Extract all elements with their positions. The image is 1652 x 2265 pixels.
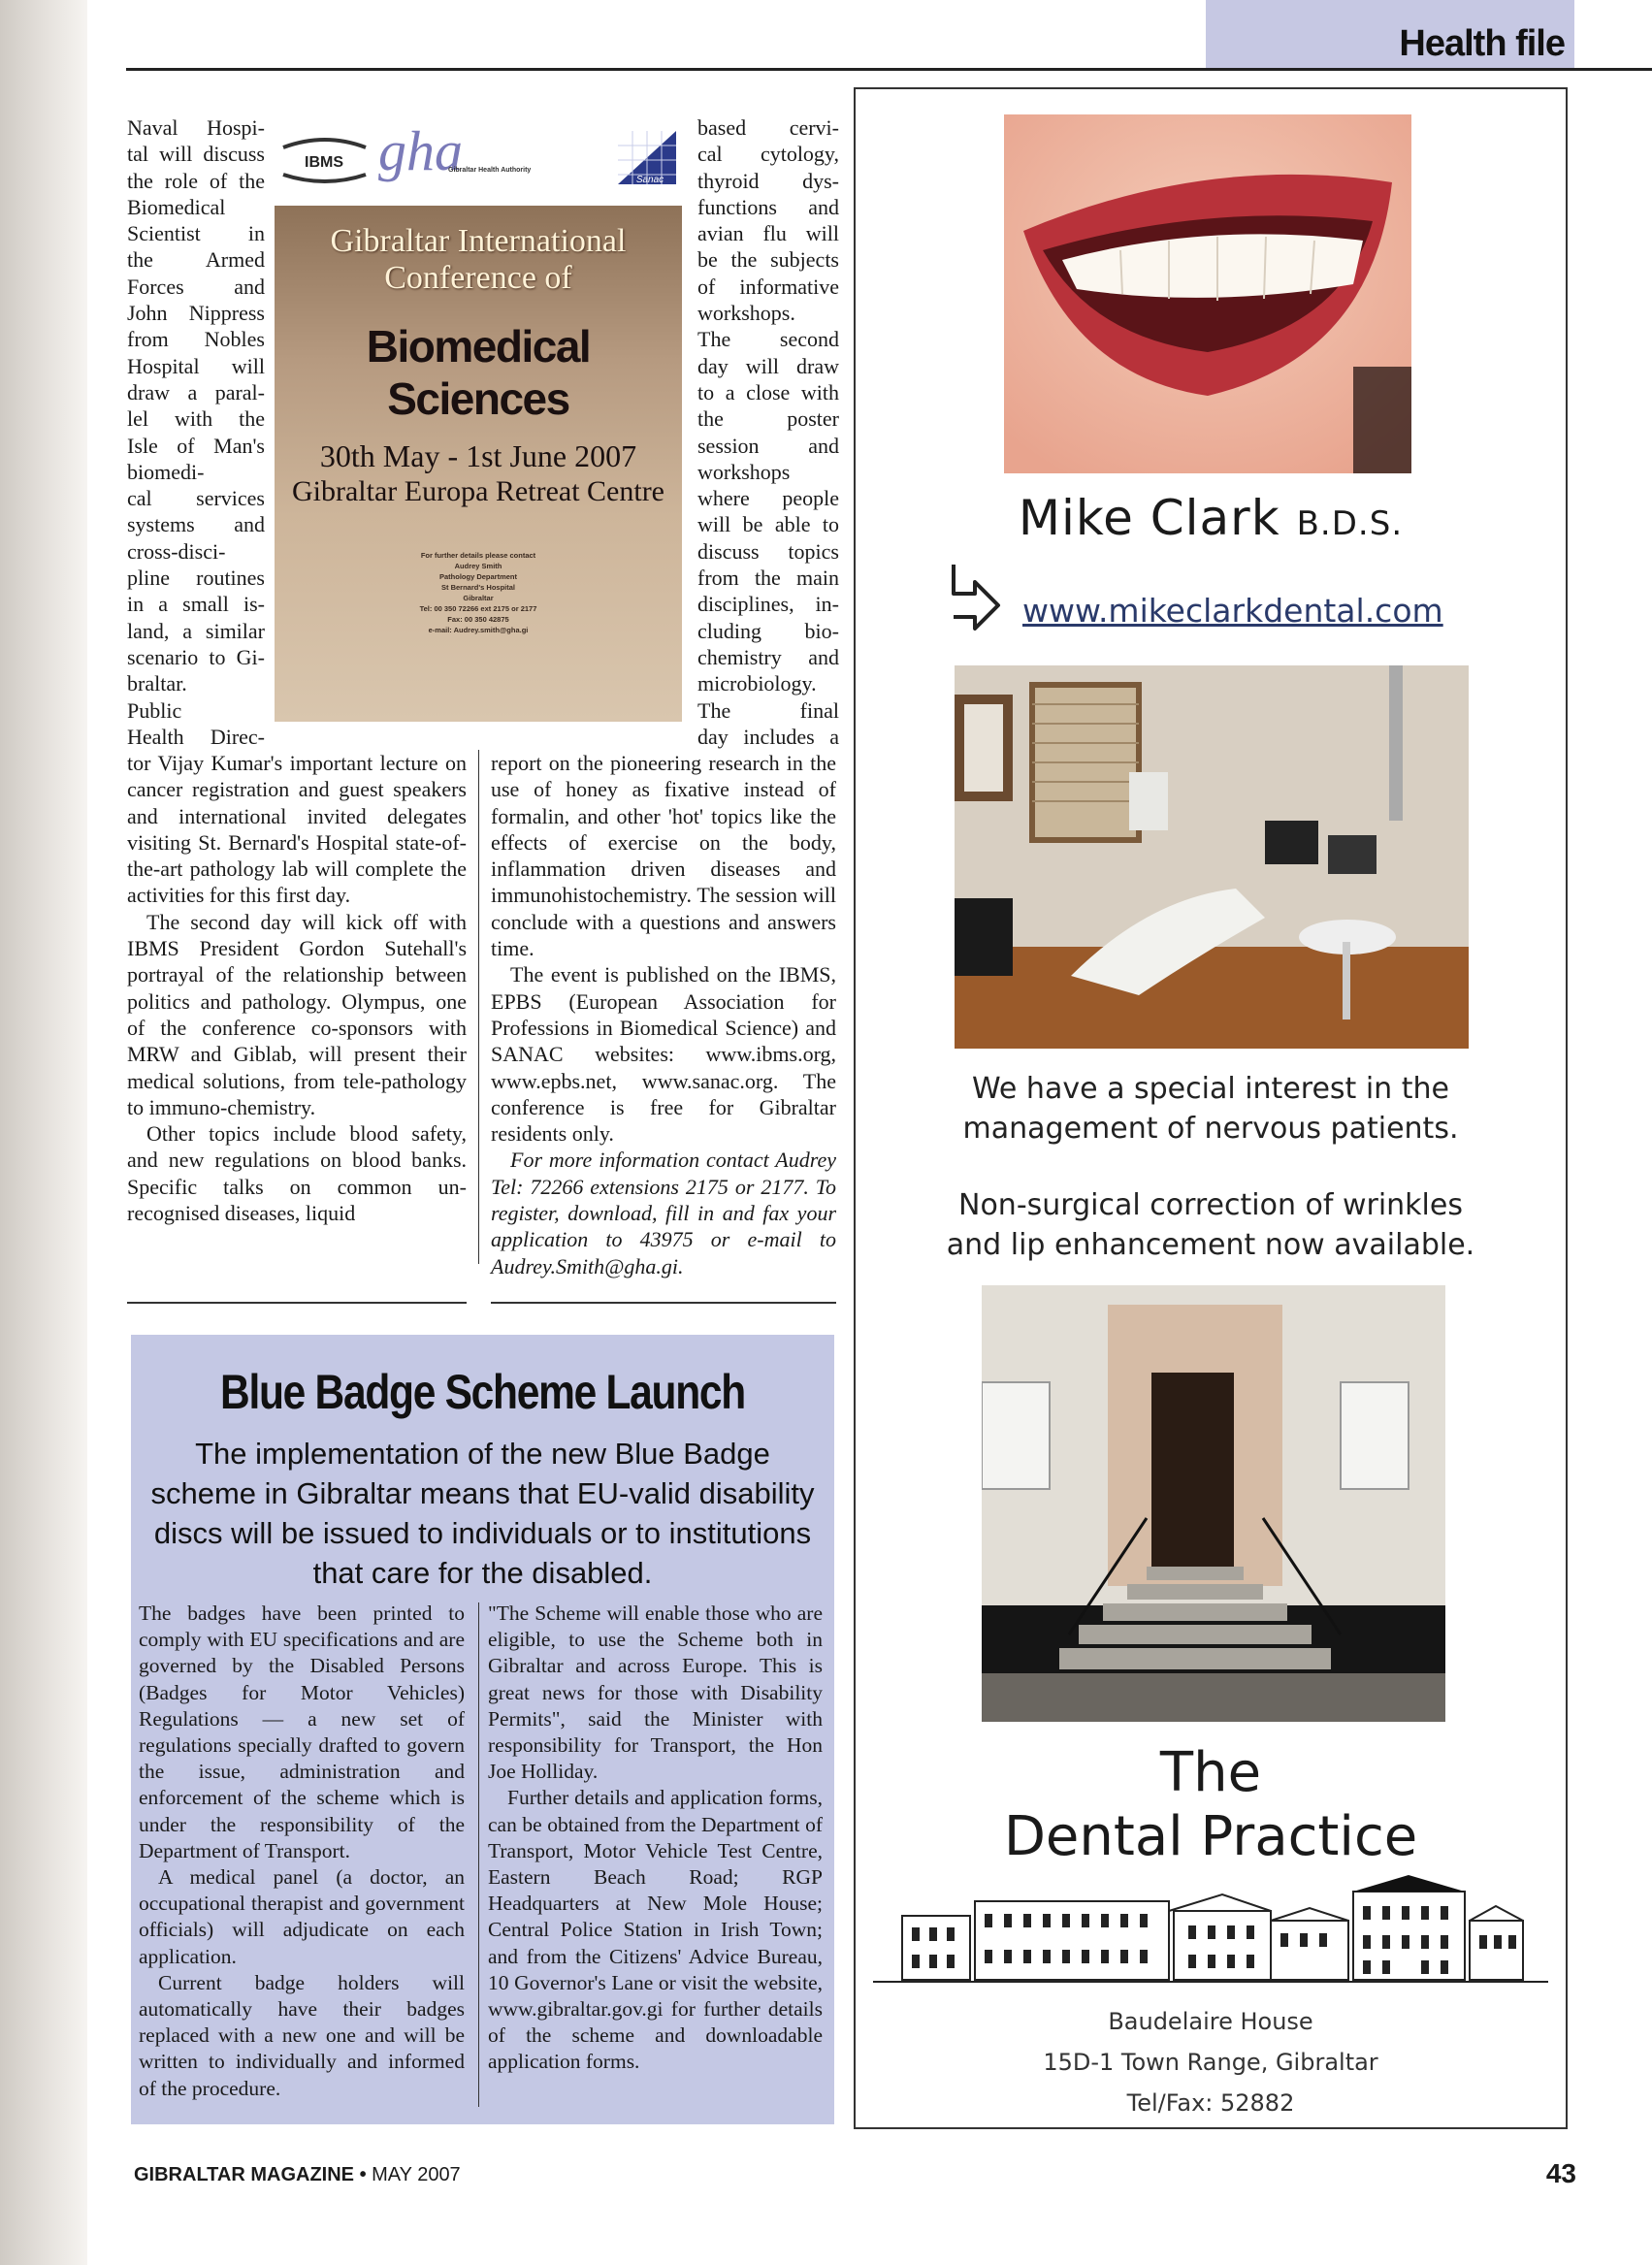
conference-poster	[275, 206, 682, 722]
sanac-logo	[613, 126, 681, 189]
article-line: based cervi-	[697, 115, 839, 140]
poster-dates: 30th May - 1st June 2007	[319, 438, 637, 473]
article-line: Isle of Man's	[127, 433, 265, 458]
article-bottom-rule	[491, 1302, 836, 1304]
poster-title-arc: Gibraltar International Conference of	[330, 223, 627, 296]
blue-badge-divider	[478, 1602, 479, 2107]
article-line: where people	[697, 486, 839, 511]
svg-text:IBMS: IBMS	[305, 154, 343, 171]
address-line: Baudelaire House	[1108, 2008, 1313, 2035]
article-line: from the main	[697, 566, 839, 591]
article-line: in a small is-	[127, 592, 265, 617]
article-line: workshops	[697, 459, 791, 484]
article-col1-narrow	[127, 114, 265, 750]
article-line: chemistry and	[697, 644, 839, 669]
article-line: Naval Hospi-	[127, 115, 265, 140]
article-line: to a close with	[697, 379, 839, 404]
article-line: land, a similar	[127, 618, 265, 643]
article-line: disciplines, in-	[697, 592, 839, 617]
article-line: session and	[697, 433, 839, 458]
blue-badge-subtitle: The implementation of the new Blue Badge scheme in Gibraltar means that EU-valid disability discs will be issued to individuals or to institutions that care for the disabled.	[150, 1437, 815, 1590]
article-line: lel with the	[127, 406, 265, 432]
article-line: from Nobles	[127, 327, 265, 352]
article-line: be the subjects	[697, 247, 839, 273]
blue-badge-paragraph: A medical panel (a doctor, an occupational therapist and government officials) will adjudicate on each application.	[139, 1865, 465, 1968]
gha-logo: gha	[378, 119, 463, 182]
phone-number: Tel/Fax: 52882	[1126, 2089, 1295, 2117]
header-rule	[126, 68, 1652, 71]
article-line: braltar.	[127, 671, 187, 696]
article-line: discuss topics	[697, 538, 839, 564]
article-line: systems and	[127, 512, 265, 537]
article-line: the Armed	[127, 247, 265, 273]
article-line: thyroid dys-	[697, 168, 839, 193]
article-line: Public	[127, 697, 182, 723]
building-facade-drawing	[873, 1867, 1548, 1984]
article-bottom-rule	[127, 1302, 467, 1304]
smile-photo	[1004, 114, 1411, 473]
article-col2-wide	[491, 750, 836, 1279]
article-line: will be able to	[697, 512, 839, 537]
article-line: The second	[697, 327, 839, 352]
article-paragraph: The second day will kick off with IBMS President Gordon Sutehall's portrayal of the relationship between politics and pathology. Olympus, one of the conference co-sponsors with MRW and Giblab, will present their medical solutions, from tele-pathology to immuno-chemistry.	[127, 909, 467, 1119]
svg-text:Sanac: Sanac	[635, 175, 664, 185]
article-line: cal services	[127, 486, 265, 511]
article-line: the role of the	[127, 168, 265, 193]
address-line: 15D-1 Town Range, Gibraltar	[1043, 2049, 1378, 2076]
article-line: the poster	[697, 406, 839, 432]
poster-venue: Gibraltar Europa Retreat Centre	[292, 475, 664, 507]
article-paragraph: Other topics include blood safety, and new regulations on blood banks. Specific talks on common un-recognised diseases, liquid	[127, 1121, 467, 1226]
article-line: draw a paral-	[127, 379, 265, 404]
article-line: Hospital will	[127, 353, 265, 378]
article-line: scenario to Gi-	[127, 644, 265, 669]
article-line: Health Direc-	[127, 724, 265, 749]
article-line: cluding bio-	[697, 618, 839, 643]
dental-surgery-photo	[955, 665, 1469, 1049]
article-paragraph: report on the pioneering research in the use of honey as fixative instead of formalin, and other 'hot' topics like the effects of exercise on the body, inflammation driven diseases and immunohistochemistry. The session will conclude with a questions and answers time.	[491, 751, 836, 961]
section-title: Health file	[1399, 23, 1565, 64]
building-entrance-photo	[982, 1285, 1445, 1722]
ibms-logo	[278, 136, 371, 184]
practice-address	[854, 2001, 1568, 2123]
arrow-icon	[946, 561, 1004, 631]
article-line: avian flu will	[697, 221, 839, 246]
blue-badge-col2	[488, 1601, 823, 2076]
article-paragraph: tor Vijay Kumar's important lecture on cancer registration and guest speakers and international invited delegates visiting St. Bernard's Hospital state-of-the-art pathology lab will complete the activities for this first day.	[127, 751, 467, 908]
article-line: of informative	[697, 274, 839, 299]
article-line: day includes a	[697, 724, 839, 749]
page-number: 43	[1545, 2158, 1576, 2188]
article-line: cal cytology,	[697, 142, 839, 167]
article-line: workshops.	[697, 301, 795, 326]
article-col2-narrow	[697, 114, 839, 750]
article-line: tal will discuss	[127, 142, 265, 167]
article-line: functions and	[697, 194, 839, 219]
article-line: microbiology.	[697, 671, 817, 696]
poster-title-main: Biomedical Sciences	[366, 321, 591, 424]
blue-badge-paragraph: The badges have been printed to comply with EU specifications and are governed by the Disabled Persons (Badges for Motor Vehicles) Regulations — a new set of regulations specially drafted to govern the issue, administration and enforcement of the scheme which is under the responsibility of the Department of Transport.	[139, 1602, 465, 1862]
article-line: cross-disci-	[127, 538, 226, 564]
special-interest-text: We have a special interest in the management of nervous patients.	[962, 1072, 1459, 1146]
dentist-name: Mike Clark B.D.S.	[1018, 490, 1404, 546]
article-line: Biomedical	[127, 194, 226, 219]
column-divider	[478, 750, 479, 1264]
page-gutter	[0, 0, 87, 2265]
article-paragraph: The event is published on the IBMS, EPBS (European Association for Professions in Biomedical Science) and SANAC websites: www.ibms.org, www.epbs.net, www.sanac.org. The conference is free for Gibraltar residents only.	[491, 962, 836, 1147]
article-line: The final	[697, 697, 839, 723]
article-line: Forces and	[127, 274, 265, 299]
article-line: pline routines	[127, 566, 265, 591]
footer-magazine: GIBRALTAR MAGAZINE • MAY 2007	[134, 2164, 461, 2185]
practice-name: The Dental Practice	[1003, 1741, 1418, 1868]
poster-contact: For further details please contact Audrey Smith Pathology Department St Bernard's Hospital Gibraltar Tel: 00 350 72266 ext 2175 or 2177 Fax: 00 350 42875 e-mail: Audrey.smith@gha.gi	[419, 551, 537, 634]
blue-badge-col1	[139, 1601, 465, 2102]
blue-badge-paragraph: Current badge holders will automatically have their badges replaced with a new one and will be written to individually and informed of the procedure.	[139, 1970, 465, 2100]
blue-badge-paragraph: Further details and application forms, can be obtained from the Department of Transport, Motor Vehicle Test Centre, Eastern Beach Road; RGP Headquarters at New Mole House; Central Police Station in Irish Town; and from the Citizens' Advice Bureau, 10 Governor's Lane or visit the website, www.gibraltar.gov.gi for further details of the scheme and downloadable application forms.	[488, 1786, 823, 2074]
blue-badge-paragraph: "The Scheme will enable those who are eligible, to use the Scheme both in Gibraltar and across Europe. This is great news for those with Disability Permits", said the Minister with responsibility for Transport, the Hon Joe Holliday.	[488, 1602, 823, 1784]
article-line: Scientist in	[127, 221, 265, 246]
article-line: John Nippress	[127, 301, 265, 326]
article-line: day will draw	[697, 353, 839, 378]
dentist-website-link[interactable]: www.mikeclarkdental.com	[1022, 592, 1443, 630]
nonsurgical-text: Non-surgical correction of wrinkles and lip enhancement now available.	[946, 1188, 1475, 1262]
blue-badge-title: Blue Badge Scheme Launch	[220, 1365, 745, 1419]
article-line: biomedi-	[127, 459, 205, 484]
article-col1-wide	[127, 750, 467, 1226]
gha-logo-caption: Gibraltar Health Authority	[448, 167, 532, 174]
article-contact-info: For more information contact Audrey Tel: 72266 extensions 2175 or 2177. To register, download, fill in and fax your application to 43975 or e-mail to Audrey.Smith@gha.gi.	[491, 1148, 836, 1278]
